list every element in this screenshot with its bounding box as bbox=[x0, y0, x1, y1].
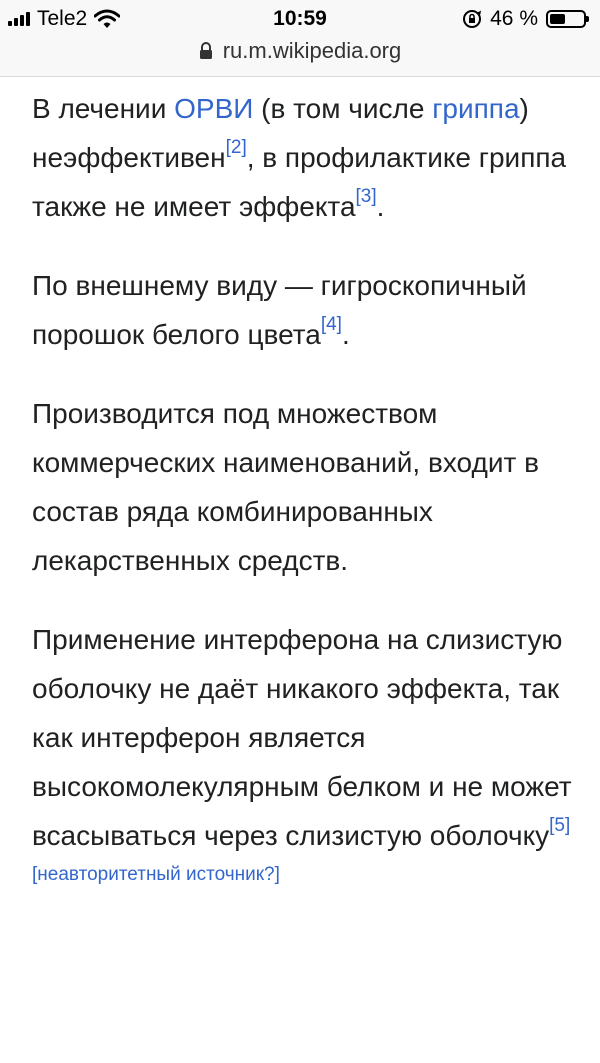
paragraph-appearance: По внешнему виду — гигроскопичный порошок белого цвета[4]. bbox=[32, 270, 527, 350]
clock: 10:59 bbox=[273, 7, 327, 30]
link-gripp[interactable]: гриппа bbox=[432, 93, 520, 124]
unreliable-source-tag[interactable]: [неавторитетный источник?] bbox=[32, 864, 280, 885]
reference-2[interactable]: [2] bbox=[225, 137, 247, 158]
address-bar[interactable] bbox=[0, 36, 600, 66]
battery-icon bbox=[546, 10, 586, 28]
article-content bbox=[32, 84, 572, 939]
lock-icon bbox=[199, 42, 213, 60]
battery-level bbox=[550, 14, 565, 24]
reference-4[interactable]: [4] bbox=[320, 314, 342, 335]
reference-3[interactable]: [3] bbox=[355, 186, 377, 207]
url-text[interactable]: ru.m.wikipedia.org bbox=[222, 38, 402, 63]
carrier-label: Tele2 bbox=[37, 7, 88, 30]
link-orvi[interactable]: ОРВИ bbox=[174, 93, 254, 124]
paragraph-interferon: Применение интерферона на слизистую оболочку не даёт никакого эффекта, так как интерферон является высокомолекулярным белком и не может всасываться через слизистую оболочку[5][неавторитетный источник?] bbox=[32, 624, 572, 885]
reference-5[interactable]: [5] bbox=[549, 815, 571, 836]
battery-percentage: 46 % bbox=[490, 7, 538, 30]
status-bar bbox=[0, 0, 600, 77]
orientation-lock-icon bbox=[462, 9, 482, 29]
paragraph-treatment: В лечении ОРВИ (в том числе гриппа) неэффективен[2], в профилактике гриппа также не имеет эффекта[3]. bbox=[32, 93, 567, 222]
status-right bbox=[462, 4, 586, 34]
paragraph-brands: Производится под множеством коммерческих наименований, входит в состав ряда комбинированных лекарственных средств. bbox=[32, 398, 539, 576]
